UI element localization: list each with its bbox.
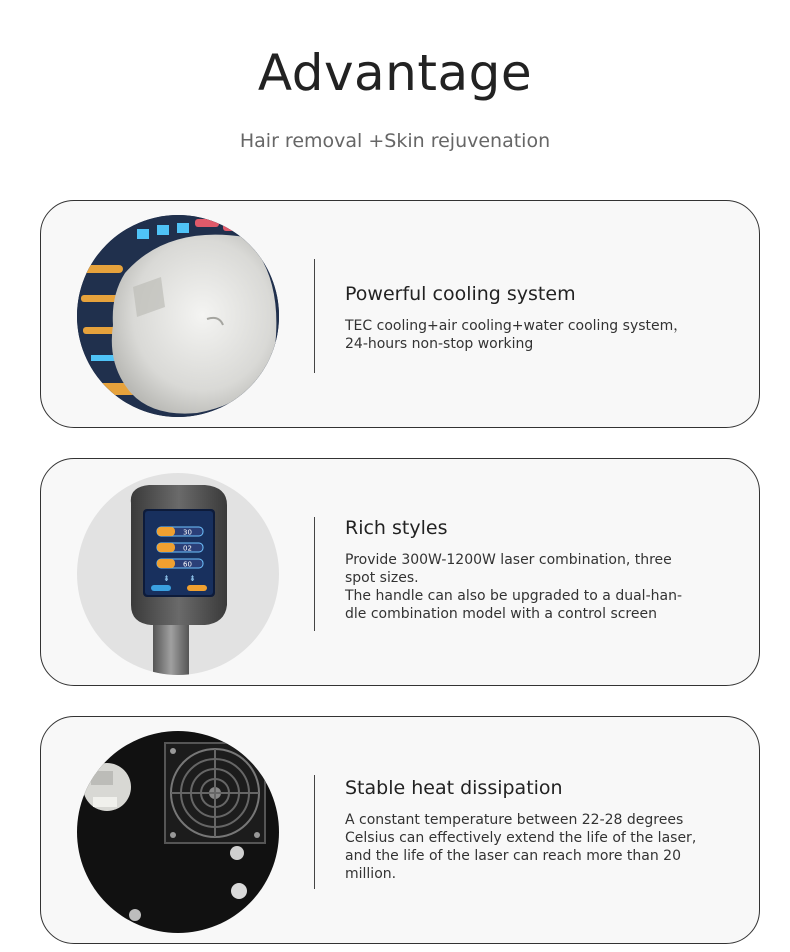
- card-line: spot sizes.: [345, 570, 419, 586]
- feature-card-styles: [40, 458, 760, 686]
- svg-text:⇟: ⇟: [163, 574, 170, 583]
- card-heading: Rich styles: [345, 517, 448, 539]
- card-body: [345, 811, 715, 883]
- card-line: Provide 300W-1200W laser combination, three: [345, 552, 672, 568]
- card-line: 24-hours non-stop working: [345, 336, 534, 352]
- card-divider: [314, 775, 315, 889]
- handpiece-screen-photo: [77, 473, 279, 675]
- card-text: [345, 517, 715, 623]
- card-body: [345, 551, 715, 623]
- card-divider: [314, 259, 315, 373]
- card-line: Celsius can effectively extend the life of the laser,: [345, 830, 697, 846]
- feature-card-heat: [40, 716, 760, 944]
- screen-value: 02: [183, 544, 192, 553]
- screen-value: 30: [183, 528, 192, 537]
- feature-card-cooling: [40, 200, 760, 428]
- svg-text:⇟: ⇟: [189, 574, 196, 583]
- card-line: million.: [345, 866, 397, 882]
- card-line: A constant temperature between 22-28 degrees: [345, 812, 684, 828]
- card-text: [345, 777, 715, 883]
- card-body: [345, 317, 715, 353]
- card-divider: [314, 517, 315, 631]
- card-text: [345, 283, 715, 353]
- cooling-handpiece-photo: [77, 215, 279, 417]
- card-line: TEC cooling+air cooling+water cooling system，: [345, 318, 688, 334]
- card-line: and the life of the laser can reach more than 20: [345, 848, 681, 864]
- card-heading: Stable heat dissipation: [345, 777, 563, 799]
- card-line: The handle can also be upgraded to a dual-han-: [345, 588, 682, 604]
- cooling-fan-photo: [77, 731, 279, 933]
- card-heading: Powerful cooling system: [345, 283, 576, 305]
- screen-value: 60: [183, 560, 192, 569]
- card-line: dle combination model with a control screen: [345, 606, 657, 622]
- page-title: Advantage: [257, 44, 533, 102]
- page-subtitle: Hair removal +Skin rejuvenation: [239, 130, 551, 152]
